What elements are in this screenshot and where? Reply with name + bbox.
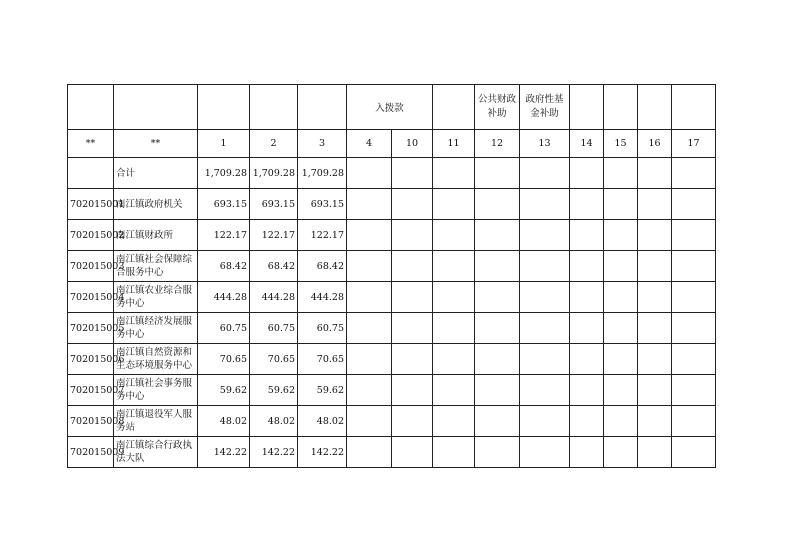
col-number: 15	[604, 130, 638, 158]
col-number: 12	[475, 130, 520, 158]
col-number: 3	[298, 130, 347, 158]
amount-col2: 693.15	[250, 189, 298, 220]
amount-col3: 60.75	[298, 313, 347, 344]
col-number: 4	[347, 130, 392, 158]
table-row	[68, 313, 716, 344]
header-cell	[114, 85, 198, 130]
amount-col3: 693.15	[298, 189, 347, 220]
amount-col3: 48.02	[298, 406, 347, 437]
unit-code: 702015002	[68, 220, 114, 251]
total-col1: 1,709.28	[198, 158, 250, 189]
col-number: **	[114, 130, 198, 158]
column-number-row	[68, 130, 716, 158]
col-number: 1	[198, 130, 250, 158]
header-cell	[250, 85, 298, 130]
amount-col1: 142.22	[198, 437, 250, 468]
table-row	[68, 344, 716, 375]
total-row	[68, 158, 716, 189]
amount-col2: 444.28	[250, 282, 298, 313]
header-zhengfu-jijin: 政府性基金补助	[520, 85, 570, 130]
amount-col3: 142.22	[298, 437, 347, 468]
amount-col1: 59.62	[198, 375, 250, 406]
unit-name: 南江镇退役军人服务站	[114, 406, 198, 437]
header-cell	[604, 85, 638, 130]
unit-name: 南江镇农业综合服务中心	[114, 282, 198, 313]
unit-name: 南江镇社会事务服务中心	[114, 375, 198, 406]
header-cell	[433, 85, 475, 130]
amount-col2: 59.62	[250, 375, 298, 406]
amount-col1: 68.42	[198, 251, 250, 282]
total-code	[68, 158, 114, 189]
amount-col1: 122.17	[198, 220, 250, 251]
amount-col3: 70.65	[298, 344, 347, 375]
unit-name: 南江镇自然资源和生态环境服务中心	[114, 344, 198, 375]
amount-col3: 122.17	[298, 220, 347, 251]
total-col3: 1,709.28	[298, 158, 347, 189]
unit-code: 702015009	[68, 437, 114, 468]
header-gonggong-caizheng: 公共财政补助	[475, 85, 520, 130]
header-cell	[570, 85, 604, 130]
header-cell	[298, 85, 347, 130]
amount-col1: 693.15	[198, 189, 250, 220]
header-row	[68, 85, 716, 130]
amount-col3: 68.42	[298, 251, 347, 282]
amount-col1: 48.02	[198, 406, 250, 437]
amount-col3: 444.28	[298, 282, 347, 313]
col-number: 17	[672, 130, 716, 158]
header-cell	[672, 85, 716, 130]
amount-col1: 70.65	[198, 344, 250, 375]
unit-name: 南江镇综合行政执法大队	[114, 437, 198, 468]
budget-table	[67, 84, 716, 468]
header-ru-bokuan: 入拨款	[347, 85, 433, 130]
table-row	[68, 406, 716, 437]
table-row	[68, 251, 716, 282]
col-number: 13	[520, 130, 570, 158]
unit-code: 702015001	[68, 189, 114, 220]
unit-name: 南江镇经济发展服务中心	[114, 313, 198, 344]
amount-col3: 59.62	[298, 375, 347, 406]
col-number: **	[68, 130, 114, 158]
unit-name: 南江镇社会保障综合服务中心	[114, 251, 198, 282]
table-row	[68, 437, 716, 468]
amount-col2: 70.65	[250, 344, 298, 375]
amount-col1: 444.28	[198, 282, 250, 313]
unit-code: 702015005	[68, 313, 114, 344]
table-row	[68, 282, 716, 313]
amount-col2: 142.22	[250, 437, 298, 468]
table-row	[68, 220, 716, 251]
col-number: 16	[638, 130, 672, 158]
unit-code: 702015008	[68, 406, 114, 437]
unit-code: 702015004	[68, 282, 114, 313]
table-row	[68, 189, 716, 220]
unit-code: 702015003	[68, 251, 114, 282]
header-cell	[638, 85, 672, 130]
header-cell	[198, 85, 250, 130]
unit-name: 南江镇财政所	[114, 220, 198, 251]
unit-code: 702015006	[68, 344, 114, 375]
total-col2: 1,709.28	[250, 158, 298, 189]
amount-col1: 60.75	[198, 313, 250, 344]
col-number: 10	[392, 130, 433, 158]
unit-name: 南江镇政府机关	[114, 189, 198, 220]
col-number: 14	[570, 130, 604, 158]
col-number: 2	[250, 130, 298, 158]
amount-col2: 122.17	[250, 220, 298, 251]
amount-col2: 60.75	[250, 313, 298, 344]
header-cell	[68, 85, 114, 130]
unit-code: 702015007	[68, 375, 114, 406]
amount-col2: 68.42	[250, 251, 298, 282]
table-row	[68, 375, 716, 406]
amount-col2: 48.02	[250, 406, 298, 437]
total-label: 合计	[114, 158, 198, 189]
col-number: 11	[433, 130, 475, 158]
